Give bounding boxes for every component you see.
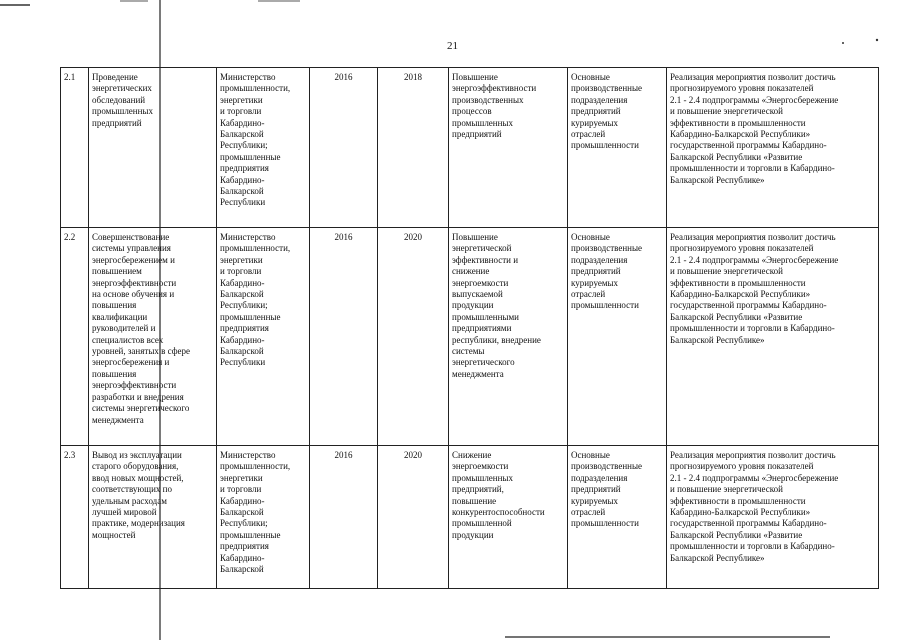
activity-cell: Вывод из эксплуатации старого оборудования, ввод новых мощностей, соответствующих по удельным расходам лучшей мировой практике, модернизация мощностей [89,446,217,589]
end-year-cell: 2020 [378,446,449,589]
table-row [61,68,879,228]
executor-cell: Министерство промышленности, энергетики и торговли Кабардино- Балкарской Республики; промышленные предприятия Кабардино- Балкарской Республики [217,228,310,446]
directions-cell: Основные производственные подразделения предприятий курируемых отраслей промышленности [568,228,667,446]
directions-cell: Основные производственные подразделения предприятий курируемых отраслей промышленности [568,446,667,589]
directions-cell: Основные производственные подразделения предприятий курируемых отраслей промышленности [568,68,667,228]
activity-cell: Совершенствование системы управления энергосбережением и повышением энергоэффективности на основе обучения и повышения квалификации руководителей и специалистов всех уровней, занятых в сфере энергосбережения и повышения энергоэффективности разработки и внедрения системы энергетического менеджмента [89,228,217,446]
start-year-cell: 2016 [310,446,378,589]
row-number: 2.1 [61,68,89,228]
expected-result-cell: Повышение энергетической эффективности и снижение энергоемкости выпускаемой продукции промышленными предприятиями республики, внедрение системы энергетического менеджмента [449,228,568,446]
activity-cell: Проведение энергетических обследований промышленных предприятий [89,68,217,228]
expected-result-cell: Снижение энергоемкости промышленных предприятий, повышение конкурентоспособности промышленной продукции [449,446,568,589]
table-row [61,446,879,589]
end-year-cell: 2020 [378,228,449,446]
page-number: 21 [447,40,458,52]
row-number: 2.3 [61,446,89,589]
expected-result-cell: Повышение энергоэффективности производственных процессов промышленных предприятий [449,68,568,228]
executor-cell: Министерство промышленности, энергетики и торговли Кабардино- Балкарской Республики; промышленные предприятия Кабардино- Балкарской Республики [217,68,310,228]
row-number: 2.2 [61,228,89,446]
start-year-cell: 2016 [310,228,378,446]
indicator-link-cell: Реализация мероприятия позволит достичь прогнозируемого уровня показателей 2.1 - 2.4 подпрограммы «Энергосбережение и повышение энергетической эффективности в промышленности Кабардино-Балкарской Республики» государственной программы Кабардино- Балкарской Республики «Развитие промышленности и торговли в Кабардино- Балкарской Республике» [667,68,879,228]
table-row [61,228,879,446]
activities-table [60,67,879,589]
start-year-cell: 2016 [310,68,378,228]
indicator-link-cell: Реализация мероприятия позволит достичь прогнозируемого уровня показателей 2.1 - 2.4 подпрограммы «Энергосбережение и повышение энергетической эффективности в промышленности Кабардино-Балкарской Республики» государственной программы Кабардино- Балкарской Республики «Развитие промышленности и торговли в Кабардино- Балкарской Республике» [667,446,879,589]
indicator-link-cell: Реализация мероприятия позволит достичь прогнозируемого уровня показателей 2.1 - 2.4 подпрограммы «Энергосбережение и повышение энергетической эффективности в промышленности Кабардино-Балкарской Республики» государственной программы Кабардино- Балкарской Республики «Развитие промышленности и торговли в Кабардино- Балкарской Республике» [667,228,879,446]
executor-cell: Министерство промышленности, энергетики и торговли Кабардино- Балкарской Республики; промышленные предприятия Кабардино- Балкарской [217,446,310,589]
end-year-cell: 2018 [378,68,449,228]
